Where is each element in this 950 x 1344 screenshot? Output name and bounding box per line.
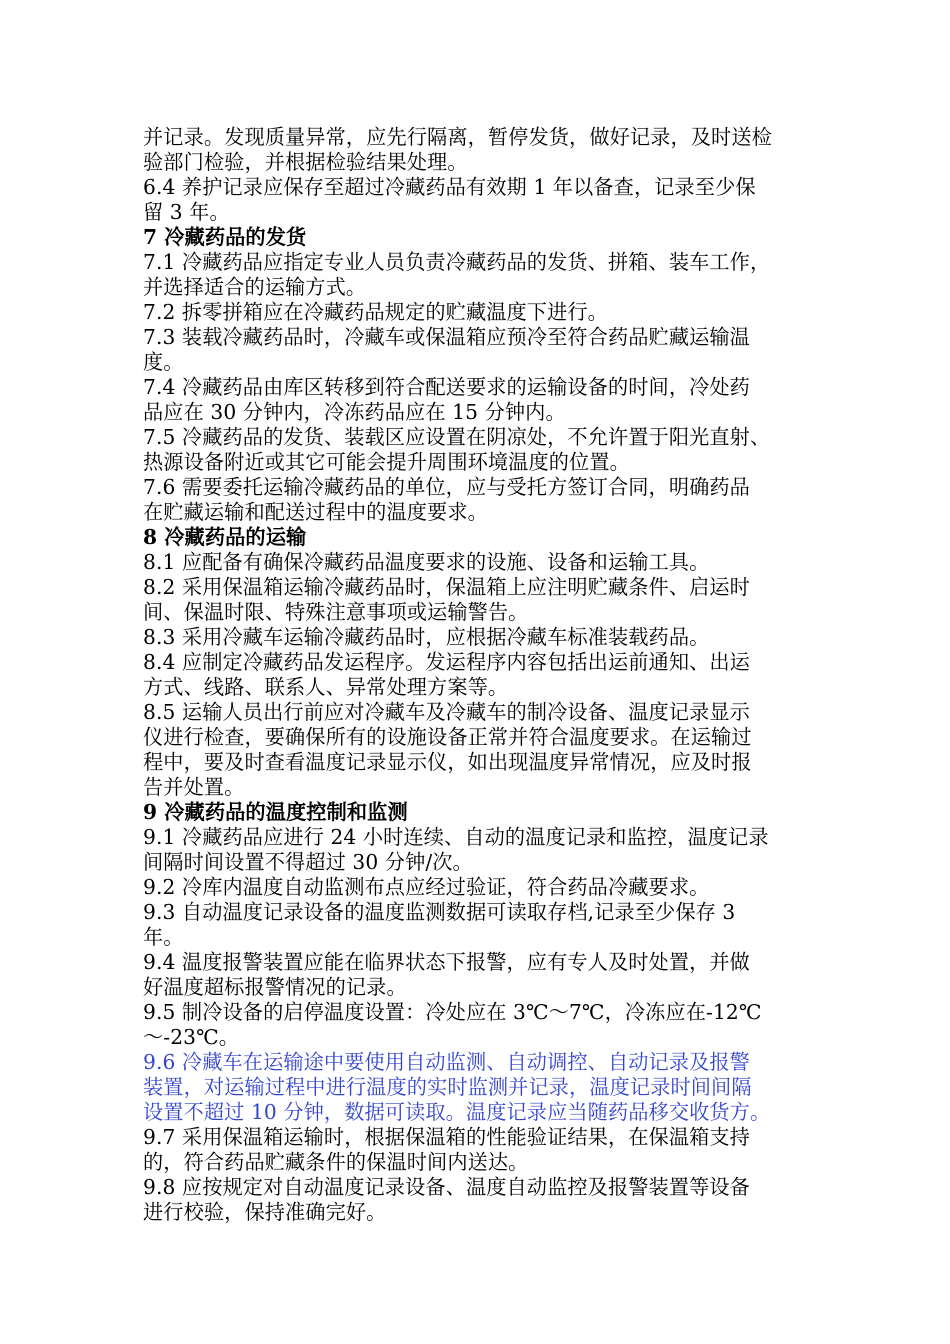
text-line: 9.2 冷库内温度自动监测布点应经过验证，符合药品冷藏要求。 [143, 875, 710, 899]
text-line: 8.2 采用保温箱运输冷藏药品时，保温箱上应注明贮藏条件、启运时 [143, 575, 750, 599]
text-line: 8.1 应配备有确保冷藏药品温度要求的设施、设备和运输工具。 [143, 550, 710, 574]
text-line: 7.2 拆零拼箱应在冷藏药品规定的贮藏温度下进行。 [143, 300, 608, 324]
text-line: 品应在 30 分钟内，冷冻药品应在 15 分钟内。 [143, 400, 566, 424]
text-line: 验部门检验，并根据检验结果处理。 [143, 150, 468, 174]
text-line: 7.5 冷藏药品的发货、装载区应设置在阴凉处，不允许置于阳光直射、 [143, 425, 771, 449]
text-line: 9.5 制冷设备的启停温度设置：冷处应在 3℃～7℃，冷冻应在-12℃ [143, 1000, 762, 1024]
text-line: 进行校验，保持准确完好。 [143, 1200, 387, 1224]
text-line: 年。 [143, 925, 184, 949]
text-line: 的，符合药品贮藏条件的保温时间内送达。 [143, 1150, 529, 1174]
section-heading: 7 冷藏药品的发货 [143, 225, 307, 249]
text-line: 8.3 采用冷藏车运输冷藏药品时，应根据冷藏车标准装载药品。 [143, 625, 710, 649]
text-line: 7.6 需要委托运输冷藏药品的单位，应与受托方签订合同，明确药品 [143, 475, 750, 499]
text-line: 告并处置。 [143, 775, 245, 799]
text-line: 间、保温时限、特殊注意事项或运输警告。 [143, 600, 529, 624]
text-line: 7.3 装载冷藏药品时，冷藏车或保温箱应预冷至符合药品贮藏运输温 [143, 325, 750, 349]
text-line: 8.4 应制定冷藏药品发运程序。发运程序内容包括出运前通知、出运 [143, 650, 750, 674]
text-line: 9.4 温度报警装置应能在临界状态下报警，应有专人及时处置，并做 [143, 950, 750, 974]
section-heading: 8 冷藏药品的运输 [143, 525, 307, 549]
text-line: 好温度超标报警情况的记录。 [143, 975, 407, 999]
text-line: 7.4 冷藏药品由库区转移到符合配送要求的运输设备的时间，冷处药 [143, 375, 750, 399]
text-line: 9.3 自动温度记录设备的温度监测数据可读取存档,记录至少保存 3 [143, 900, 736, 924]
text-line: 9.8 应按规定对自动温度记录设备、温度自动监控及报警装置等设备 [143, 1175, 750, 1199]
document-body [143, 125, 811, 1225]
text-line: 9.6 冷藏车在运输途中要使用自动监测、自动调控、自动记录及报警 [143, 1050, 750, 1074]
text-line: 在贮藏运输和配送过程中的温度要求。 [143, 500, 488, 524]
section-heading: 9 冷藏药品的温度控制和监测 [143, 800, 408, 824]
text-line: 留 3 年。 [143, 200, 230, 224]
text-line: 装置，对运输过程中进行温度的实时监测并记录，温度记录时间间隔 [143, 1075, 752, 1099]
text-line: 8.5 运输人员出行前应对冷藏车及冷藏车的制冷设备、温度记录显示 [143, 700, 750, 724]
text-line: 并选择适合的运输方式。 [143, 275, 367, 299]
text-line: ～-23℃。 [143, 1025, 240, 1049]
text-line: 6.4 养护记录应保存至超过冷藏药品有效期 1 年以备查，记录至少保 [143, 175, 756, 199]
text-line: 方式、线路、联系人、异常处理方案等。 [143, 675, 509, 699]
text-line: 并记录。发现质量异常，应先行隔离，暂停发货，做好记录，及时送检 [143, 125, 772, 149]
text-line: 度。 [143, 350, 184, 374]
text-line: 间隔时间设置不得超过 30 分钟/次。 [143, 850, 473, 874]
text-line: 程中，要及时查看温度记录显示仪，如出现温度异常情况，应及时报 [143, 750, 752, 774]
text-line: 热源设备附近或其它可能会提升周围环境温度的位置。 [143, 450, 630, 474]
text-line: 设置不超过 10 分钟，数据可读取。温度记录应当随药品移交收货方。 [143, 1100, 771, 1124]
text-line: 仪进行检查，要确保所有的设施设备正常并符合温度要求。在运输过 [143, 725, 752, 749]
text-line: 9.7 采用保温箱运输时，根据保温箱的性能验证结果，在保温箱支持 [143, 1125, 750, 1149]
text-line: 9.1 冷藏药品应进行 24 小时连续、自动的温度记录和监控，温度记录 [143, 825, 769, 849]
text-line: 7.1 冷藏药品应指定专业人员负责冷藏药品的发货、拼箱、装车工作， [143, 250, 771, 274]
